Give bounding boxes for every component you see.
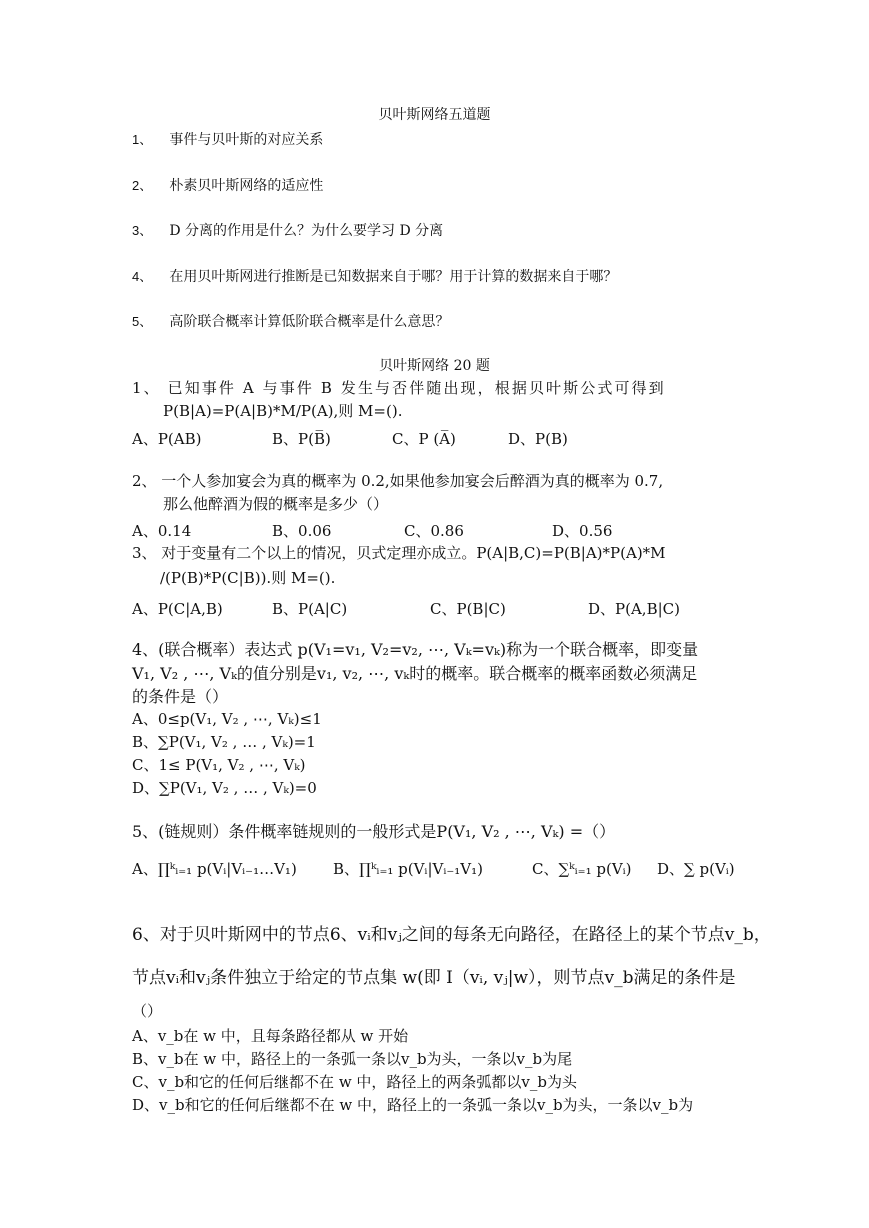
question-4-option-d: D、∑P(V₁, V₂ , … , Vₖ)=0 <box>132 779 317 797</box>
question-2-option-c: C、0.86 <box>404 522 464 540</box>
question-5-option-b: B、∏ᵏᵢ₌₁ p(Vᵢ|Vᵢ₋₁V₁) <box>333 860 483 878</box>
question-6-option-b: B、v_b在 w 中，路径上的一条弧一条以v_b为头，一条以v_b为尾 <box>132 1050 573 1068</box>
question-4-option-b: B、∑P(V₁, V₂ , … , Vₖ)=1 <box>132 733 316 751</box>
question-6-line-2: 节点vᵢ和vⱼ条件独立于给定的节点集 w(即 I（vᵢ, vⱼ|w），则节点v_b满足的条件是 <box>132 968 736 988</box>
list-item: 5、 高阶联合概率计算低阶联合概率是什么意思？ <box>132 314 450 330</box>
question-2-line-1: 2、 一个人参加宴会为真的概率为 0.2,如果他参加宴会后醉酒为真的概率为 0.7, <box>132 472 664 490</box>
question-6-line-3: （） <box>132 1002 163 1020</box>
question-1-option-a: A、P(AB) <box>132 430 202 448</box>
question-6-option-c: C、v_b和它的任何后继都不在 w 中，路径上的两条弧都以v_b为头 <box>132 1073 578 1091</box>
question-3-line-1: 3、 对于变量有二个以上的情况，贝式定理亦成立。P(A|B,C)=P(B|A)*P(A)*M <box>132 544 666 562</box>
question-3-line-2: /(P(B)*P(C|B)).则 M=(). <box>160 569 336 587</box>
question-5-option-a: A、∏ᵏᵢ₌₁ p(Vᵢ|Vᵢ₋₁…V₁) <box>132 860 297 878</box>
list-item: 4、 在用贝叶斯网进行推断是已知数据来自于哪？用于计算的数据来自于哪？ <box>132 269 618 285</box>
question-2-option-b: B、0.06 <box>272 522 332 540</box>
section-title-five: 贝叶斯网络五道题 <box>378 107 491 123</box>
question-2-line-2: 那么他醉酒为假的概率是多少（） <box>163 495 389 513</box>
list-item: 2、 朴素贝叶斯网络的适应性 <box>132 178 324 194</box>
list-item: 1、 事件与贝叶斯的对应关系 <box>132 132 324 148</box>
question-4-option-c: C、1≤ P(V₁, V₂ , ⋯, Vₖ) <box>132 756 306 774</box>
question-1-option-b: B、P(B̅) <box>272 430 331 448</box>
question-3-option-b: B、P(A|C) <box>272 600 348 618</box>
question-1-option-d: D、P(B) <box>508 430 568 448</box>
question-6-option-a: A、v_b在 w 中，且每条路径都从 w 开始 <box>132 1027 409 1045</box>
question-4-line-3: 的条件是（） <box>132 687 229 706</box>
question-3-option-c: C、P(B|C) <box>430 600 506 618</box>
question-5-option-d: D、∑ p(Vᵢ) <box>657 860 735 878</box>
question-6-option-d: D、v_b和它的任何后继都不在 w 中，路径上的一条弧一条以v_b为头，一条以v_b为 <box>132 1096 694 1114</box>
question-3-option-d: D、P(A,B|C) <box>588 600 680 618</box>
question-5-line-1: 5、(链规则）条件概率链规则的一般形式是P(V₁, V₂ , ⋯, Vₖ) =（） <box>132 822 616 841</box>
question-1-option-c: C、P (A̅) <box>392 430 456 448</box>
question-4-line-1: 4、(联合概率）表达式 p(V₁=v₁, V₂=v₂, ⋯, Vₖ=vₖ)称为一个联合概率，即变量 <box>132 640 699 659</box>
question-1-line-2: P(B|A)=P(A|B)*M/P(A),则 M=(). <box>163 402 403 420</box>
question-2-option-d: D、0.56 <box>552 522 613 540</box>
question-2-option-a: A、0.14 <box>132 522 192 540</box>
question-1-line-1: 1、 已知事件 A 与事件 B 发生与否伴随出现，根据贝叶斯公式可得到 <box>132 379 666 397</box>
list-item: 3、 D 分离的作用是什么？为什么要学习 D 分离 <box>132 223 444 239</box>
question-4-line-2: V₁, V₂ , ⋯, Vₖ的值分别是v₁, v₂, ⋯, vₖ时的概率。联合概率的概率函数必须满足 <box>132 664 698 683</box>
question-3-option-a: A、P(C|A,B) <box>132 600 223 618</box>
question-5-option-c: C、∑ᵏᵢ₌₁ p(Vᵢ) <box>532 860 632 878</box>
question-6-line-1: 6、对于贝叶斯网中的节点6、vᵢ和vⱼ之间的每条无向路径，在路径上的某个节点v_b， <box>132 925 771 945</box>
question-4-option-a: A、0≤p(V₁, V₂ , ⋯, Vₖ)≤1 <box>132 710 322 728</box>
section-title-twenty: 贝叶斯网络 20 题 <box>379 358 490 374</box>
